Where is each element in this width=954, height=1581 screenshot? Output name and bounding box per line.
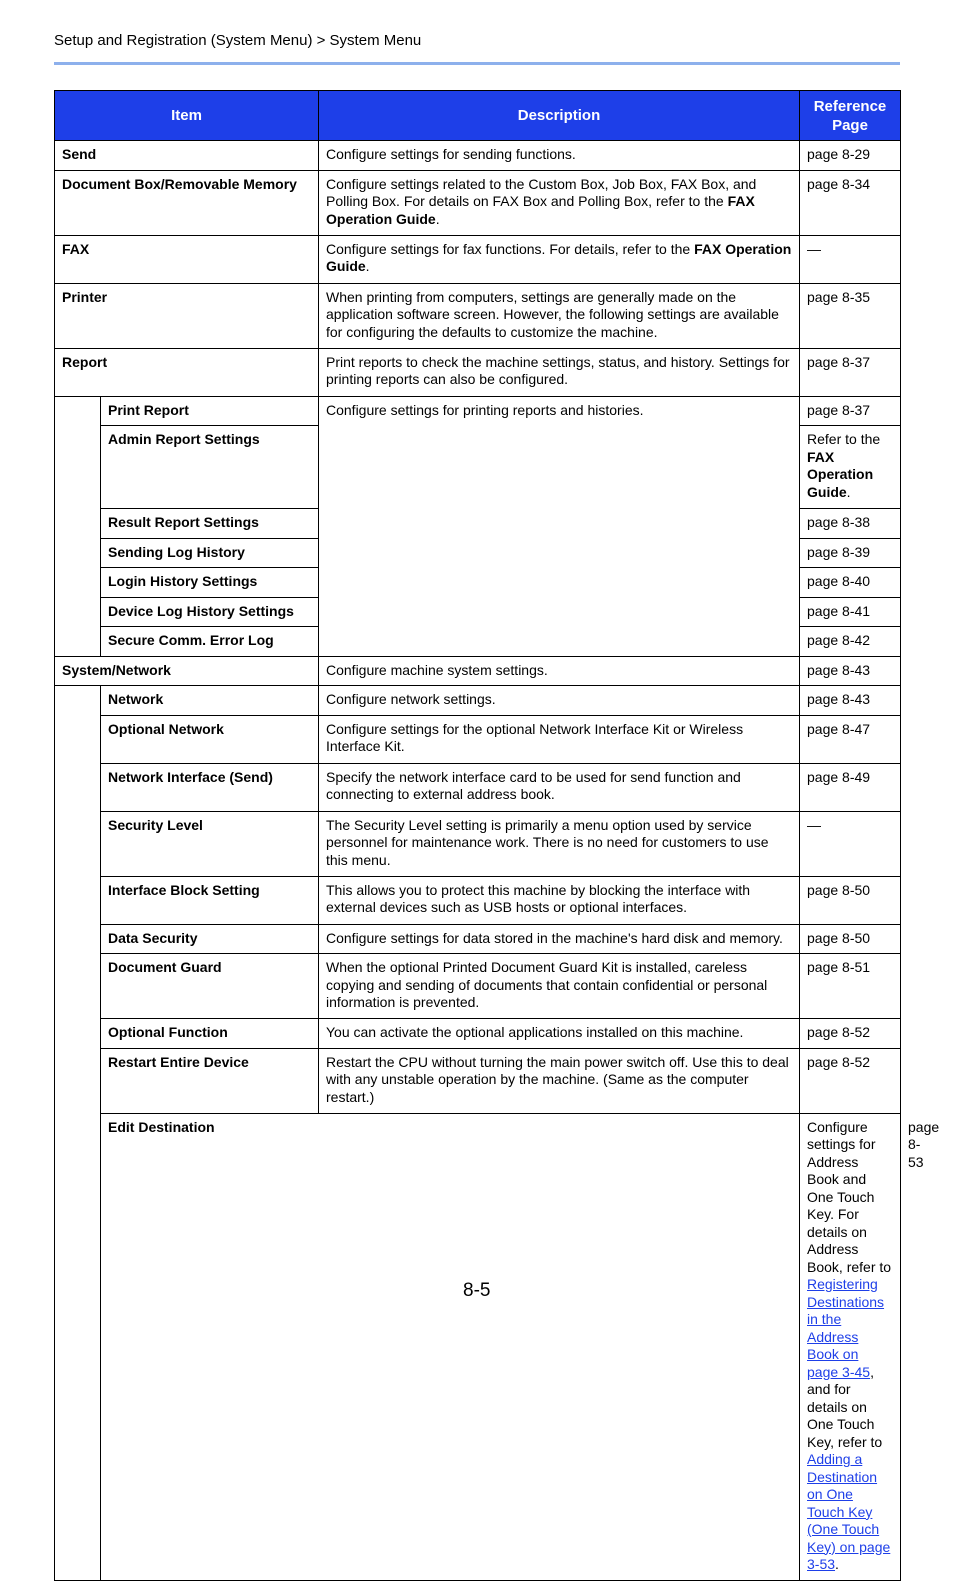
sub-item-cell: Interface Block Setting (101, 876, 319, 924)
sub-item-cell: Print Report (101, 396, 319, 426)
reference-cell: page 8-47 (800, 715, 901, 763)
reference-cell: page 8-43 (800, 686, 901, 716)
header-divider (54, 62, 900, 65)
reference-cell: page 8-37 (800, 348, 901, 396)
reference-cell: page 8-50 (800, 924, 901, 954)
description-cell: Restart the CPU without turning the main power switch off. Use this to deal with any unstable operation by the machine. (Same as the computer restart.) (319, 1048, 800, 1113)
sub-item-cell: Secure Comm. Error Log (101, 627, 319, 657)
description-cell: Configure machine system settings. (319, 656, 800, 686)
reference-cell: — (800, 811, 901, 876)
table-row (55, 396, 901, 426)
table-row (55, 876, 901, 924)
description-cell: Configure network settings. (319, 686, 800, 716)
breadcrumb: Setup and Registration (System Menu) > System Menu (54, 32, 422, 49)
reference-cell: page 8-43 (800, 656, 901, 686)
reference-cell: page 8-35 (800, 283, 901, 348)
reference-cell: page 8-41 (800, 597, 901, 627)
system-menu-table (54, 90, 940, 1581)
description-text: Configure settings for fax functions. For details, refer to the (326, 240, 695, 257)
reference-cell: — (800, 235, 901, 283)
sub-item-cell: Optional Function (101, 1019, 319, 1049)
item-cell: Printer (55, 283, 319, 348)
reference-cell: page 8-51 (800, 954, 901, 1019)
table-row (55, 235, 901, 283)
description-cell: Print reports to check the machine settings, status, and history. Settings for printing reports can also be configured. (319, 348, 800, 396)
description-cell: The Security Level setting is primarily a menu option used by service personnel for maintenance work. There is no need for customers to use this menu. (319, 811, 800, 876)
item-cell: Edit Destination (101, 1113, 800, 1580)
table-row (55, 1048, 901, 1113)
table-row (55, 924, 901, 954)
sub-item-cell: Device Log History Settings (101, 597, 319, 627)
guide-name: FAX Operation Guide (326, 193, 755, 227)
item-cell: Send (55, 141, 319, 171)
description-cell: Configure settings for data stored in the machine's hard disk and memory. (319, 924, 800, 954)
sub-item-cell: Restart Entire Device (101, 1048, 319, 1113)
indent-cell (55, 396, 101, 656)
description-cell: Configure settings for sending functions. (319, 141, 800, 171)
description-cell: You can activate the optional applications installed on this machine. (319, 1019, 800, 1049)
sub-item-cell: Network Interface (Send) (101, 763, 319, 811)
description-text: . (365, 258, 370, 274)
item-cell: Report (55, 348, 319, 396)
table-row (55, 1019, 901, 1049)
sub-item-cell: Network (101, 686, 319, 716)
reference-cell: page 8-52 (800, 1019, 901, 1049)
item-cell: FAX (55, 235, 319, 283)
indent-cell (55, 686, 101, 1581)
description-text: Configure settings related to the Custom Box, Job Box, FAX Box, and Polling Box. For details on FAX Box and Polling Box, refer to the (326, 175, 757, 209)
sub-item-cell: Data Security (101, 924, 319, 954)
one-touch-key-link[interactable]: Adding a Destination on One Touch Key (One Touch Key) on page 3-53 (807, 1451, 891, 1572)
table-row (55, 763, 901, 811)
description-cell: Specify the network interface card to be used for send function and connecting to external address book. (319, 763, 800, 811)
reference-cell (800, 426, 901, 509)
reference-text: . (846, 483, 851, 500)
description-text: , and for details on One Touch Key, refer to (807, 1363, 883, 1450)
reference-cell: page 8-39 (800, 538, 901, 568)
table-row (55, 954, 901, 1019)
item-cell: Document Box/Removable Memory (55, 170, 319, 235)
description-cell (319, 170, 800, 235)
description-text: . (435, 210, 440, 227)
sub-item-cell: Login History Settings (101, 568, 319, 598)
reference-cell: page 8-42 (800, 627, 901, 657)
address-book-link[interactable]: Registering Destinations in the Address Book on page 3-45 (807, 1276, 885, 1380)
column-header-item: Item (55, 91, 319, 141)
page-number: 8-5 (463, 1280, 491, 1301)
sub-item-cell: Admin Report Settings (101, 426, 319, 509)
description-cell (319, 235, 800, 283)
description-cell: Configure settings for the optional Network Interface Kit or Wireless Interface Kit. (319, 715, 800, 763)
table-row (55, 811, 901, 876)
reference-cell: page 8-34 (800, 170, 901, 235)
reference-cell: page 8-52 (800, 1048, 901, 1113)
description-cell: Configure settings for printing reports and histories. (319, 396, 800, 656)
guide-name: FAX Operation Guide (807, 448, 874, 500)
sub-item-cell: Optional Network (101, 715, 319, 763)
sub-item-cell: Result Report Settings (101, 509, 319, 539)
table-row (55, 283, 901, 348)
description-text: Configure settings for Address Book and One Touch Key. For details on Address Book, refer to (807, 1118, 892, 1275)
description-cell: When the optional Printed Document Guard Kit is installed, careless copying and sending of documents that contain confidential or personal information is prevented. (319, 954, 800, 1019)
table-row (55, 141, 901, 171)
reference-text: Refer to the (807, 431, 881, 447)
table-header-row (55, 91, 901, 141)
guide-name: FAX Operation Guide (326, 240, 792, 274)
description-cell: This allows you to protect this machine by blocking the interface with external devices such as USB hosts or optional interfaces. (319, 876, 800, 924)
column-header-description: Description (319, 91, 800, 141)
table-row (55, 656, 901, 686)
table-row (55, 348, 901, 396)
sub-item-cell: Security Level (101, 811, 319, 876)
sub-item-cell: Sending Log History (101, 538, 319, 568)
table-row (55, 170, 901, 235)
item-cell: System/Network (55, 656, 319, 686)
reference-cell: page 8-40 (800, 568, 901, 598)
description-cell (800, 1113, 901, 1580)
table-row (55, 715, 901, 763)
table-row: Edit Destination Configure settings for Address Book and One Touch Key. For details on Address Book, refer to Registering Destinations in the Address Book on page 3-45, and for details on One Touch Key, refer to Adding a Destination on One Touch Key (One Touch Key) on page 3-53. page 8-53 (55, 1113, 901, 1580)
reference-cell: page 8-38 (800, 509, 901, 539)
reference-cell: page 8-29 (800, 141, 901, 171)
reference-cell: page 8-50 (800, 876, 901, 924)
column-header-reference: Reference Page (800, 91, 901, 141)
description-text: . (835, 1556, 839, 1572)
description-cell: When printing from computers, settings are generally made on the application software screen. However, the following settings are available for configuring the defaults to customize the machine. (319, 283, 800, 348)
table-row (55, 686, 901, 716)
reference-cell: page 8-49 (800, 763, 901, 811)
reference-cell: page 8-37 (800, 396, 901, 426)
sub-item-cell: Document Guard (101, 954, 319, 1019)
